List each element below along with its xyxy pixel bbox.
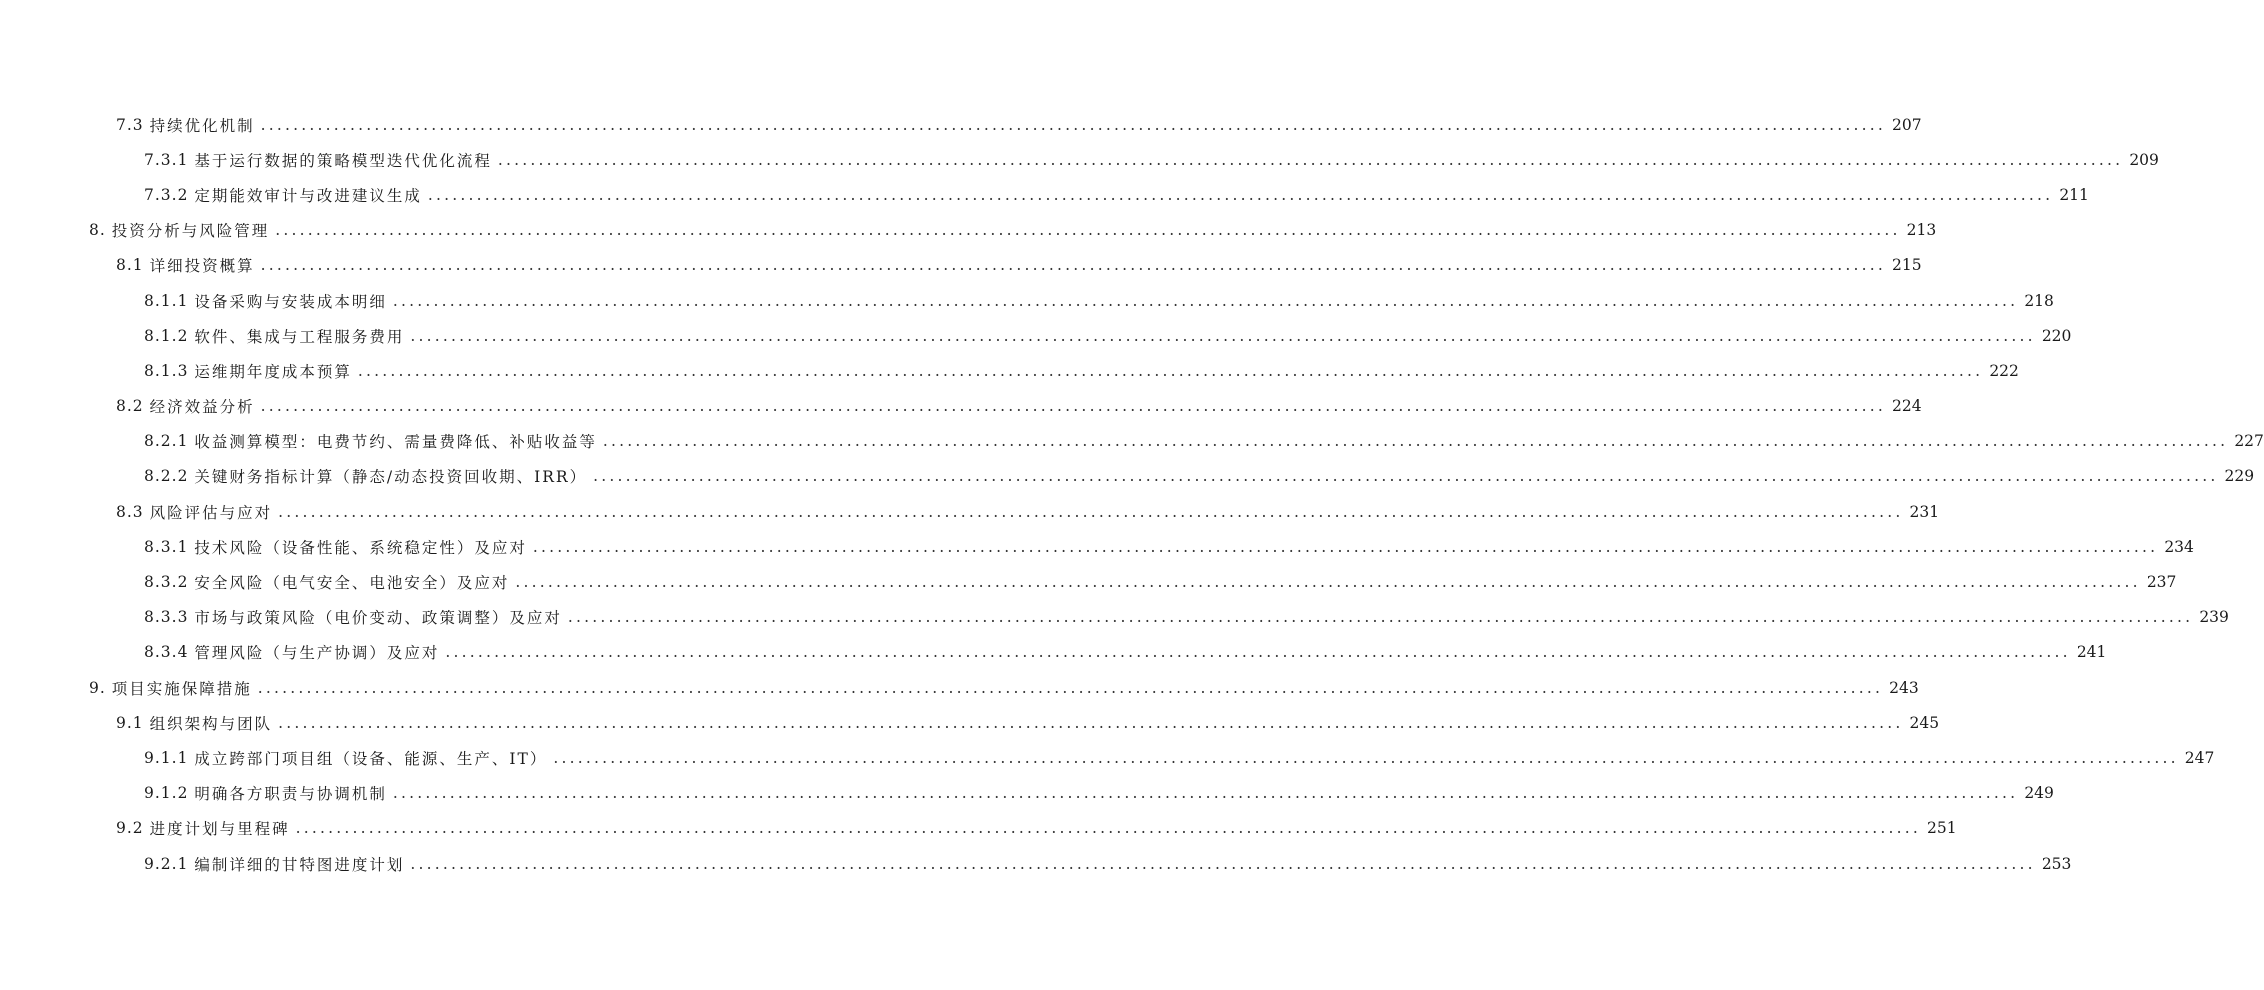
- toc-entry-number: 7.3.2: [144, 185, 189, 204]
- toc-entry-page-number: 224: [1892, 397, 1922, 416]
- toc-entry-number: 8.3: [116, 502, 144, 521]
- toc-entry-number: 9.2.1: [144, 854, 189, 873]
- toc-entry-page-number: 229: [2224, 467, 2255, 486]
- toc-entry-page-number: 209: [2129, 150, 2159, 169]
- toc-entry-number: 9.2: [116, 819, 144, 838]
- toc-entry-page-number: 234: [2164, 537, 2194, 556]
- toc-entry-page-number: 253: [2041, 854, 2072, 873]
- toc-leader-dots: ........................................................................................................................................................................................................: [427, 185, 2054, 204]
- toc-leader-dots: ........................................................................................................................................................................................................: [357, 361, 1984, 380]
- toc-entry-page-number: 227: [2234, 432, 2264, 451]
- toc-leader-dots: ........................................................................................................................................................................................................: [295, 819, 1922, 838]
- toc-entry-title: 管理风险（与生产协调）及应对: [194, 644, 440, 663]
- toc-entry-page-number: 207: [1892, 115, 1922, 134]
- toc-entry-page-number: 211: [2059, 185, 2089, 204]
- toc-entry-title: 编制详细的甘特图进度计划: [194, 855, 405, 874]
- toc-entry-title: 经济效益分析: [149, 398, 255, 417]
- toc-entry-title: 软件、集成与工程服务费用: [194, 327, 405, 346]
- toc-entry-page-number: 241: [2076, 643, 2107, 662]
- toc-entry[interactable]: [0, 494, 1940, 529]
- toc-entry-page-number: 215: [1892, 256, 1922, 275]
- toc-entry[interactable]: [0, 670, 1919, 705]
- toc-leader-dots: ........................................................................................................................................................................................................: [532, 537, 2159, 556]
- toc-entry-page-number: 249: [2024, 784, 2054, 803]
- toc-entry-title: 收益测算模型：电费节约、需量费降低、补贴收益等: [194, 433, 597, 452]
- toc-entry-page-number: 245: [1909, 713, 1940, 732]
- toc-leader-dots: ........................................................................................................................................................................................................: [278, 502, 1904, 521]
- toc-entry-page-number: 239: [2199, 608, 2229, 627]
- toc-leader-dots: ........................................................................................................................................................................................................: [392, 291, 2019, 310]
- toc-entry[interactable]: [0, 283, 2054, 318]
- toc-entry-title: 详细投资概算: [149, 257, 255, 276]
- toc-entry[interactable]: [0, 318, 2072, 353]
- toc-leader-dots: ........................................................................................................................................................................................................: [275, 221, 1901, 240]
- toc-entry-page-number: 220: [2041, 326, 2072, 345]
- toc-entry-title: 成立跨部门项目组（设备、能源、生产、IT）: [194, 749, 548, 768]
- toc-entry-title: 组织架构与团队: [149, 714, 273, 733]
- toc-entry-page-number: 222: [1989, 361, 2019, 380]
- toc-entry-number: 7.3: [116, 115, 144, 134]
- toc-entry[interactable]: [0, 389, 1922, 424]
- toc-leader-dots: ........................................................................................................................................................................................................: [260, 256, 1887, 275]
- toc-entry[interactable]: [0, 107, 1922, 142]
- toc-entry-number: 8.3.2: [144, 573, 189, 592]
- toc-entry[interactable]: [0, 600, 2229, 635]
- toc-entry-title: 投资分析与风险管理: [111, 222, 270, 241]
- toc-entry-number: 8.3.4: [144, 643, 189, 662]
- toc-entry-number: 9.1.2: [144, 784, 189, 803]
- toc-entry[interactable]: [0, 776, 2054, 811]
- toc-entry-number: 8.1.2: [144, 326, 189, 345]
- toc-entry[interactable]: [0, 142, 2159, 177]
- toc-entry-page-number: 251: [1927, 819, 1957, 838]
- toc-entry-title: 风险评估与应对: [149, 503, 273, 522]
- toc-leader-dots: ........................................................................................................................................................................................................: [260, 397, 1887, 416]
- toc-entry-title: 明确各方职责与协调机制: [194, 785, 387, 804]
- toc-entry-number: 8.3.1: [144, 537, 189, 556]
- toc-entry[interactable]: [0, 353, 2019, 388]
- toc-leader-dots: ........................................................................................................................................................................................................: [593, 467, 2219, 486]
- toc-entry[interactable]: [0, 213, 1937, 248]
- toc-entry-number: 8.2: [116, 397, 144, 416]
- toc-entry-number: 9.: [89, 678, 106, 697]
- toc-leader-dots: ........................................................................................................................................................................................................: [278, 713, 1904, 732]
- toc-entry-title: 技术风险（设备性能、系统稳定性）及应对: [194, 538, 527, 557]
- toc-leader-dots: ........................................................................................................................................................................................................: [567, 608, 2194, 627]
- toc-entry-title: 项目实施保障措施: [111, 679, 252, 698]
- table-of-contents: [0, 107, 2264, 881]
- toc-leader-dots: ........................................................................................................................................................................................................: [497, 150, 2124, 169]
- toc-entry[interactable]: [0, 459, 2255, 494]
- toc-entry-number: 8.1.1: [144, 291, 189, 310]
- toc-entry[interactable]: [0, 811, 1957, 846]
- toc-entry-number: 8.2.1: [144, 432, 189, 451]
- toc-entry-number: 9.1.1: [144, 748, 189, 767]
- toc-leader-dots: ........................................................................................................................................................................................................: [445, 643, 2071, 662]
- toc-entry-title: 关键财务指标计算（静态/动态投资回收期、IRR）: [194, 468, 588, 487]
- toc-leader-dots: ........................................................................................................................................................................................................: [553, 748, 2179, 767]
- toc-entry-page-number: 218: [2024, 291, 2054, 310]
- toc-entry-number: 8.1: [116, 256, 144, 275]
- toc-entry-page-number: 237: [2146, 573, 2177, 592]
- toc-entry[interactable]: [0, 177, 2089, 212]
- toc-entry-title: 基于运行数据的策略模型迭代优化流程: [194, 151, 492, 170]
- toc-entry-title: 定期能效审计与改进建议生成: [194, 186, 422, 205]
- toc-leader-dots: ........................................................................................................................................................................................................: [602, 432, 2229, 451]
- toc-entry[interactable]: [0, 564, 2177, 599]
- toc-entry-page-number: 243: [1889, 678, 1919, 697]
- toc-entry[interactable]: [0, 529, 2194, 564]
- toc-entry[interactable]: [0, 846, 2072, 881]
- toc-entry-title: 安全风险（电气安全、电池安全）及应对: [194, 574, 510, 593]
- toc-entry-page-number: 231: [1909, 502, 1940, 521]
- toc-entry[interactable]: [0, 424, 2264, 459]
- toc-entry-title: 市场与政策风险（电价变动、政策调整）及应对: [194, 609, 562, 628]
- toc-leader-dots: ........................................................................................................................................................................................................: [515, 573, 2141, 592]
- toc-entry-page-number: 213: [1906, 221, 1937, 240]
- toc-entry-title: 进度计划与里程碑: [149, 820, 290, 839]
- toc-entry[interactable]: [0, 740, 2215, 775]
- toc-leader-dots: ........................................................................................................................................................................................................: [410, 326, 2036, 345]
- toc-entry-number: 9.1: [116, 713, 144, 732]
- toc-entry[interactable]: [0, 248, 1922, 283]
- toc-entry-number: 8.2.2: [144, 467, 189, 486]
- toc-entry-number: 8.: [89, 221, 106, 240]
- toc-leader-dots: ........................................................................................................................................................................................................: [260, 115, 1887, 134]
- toc-leader-dots: ........................................................................................................................................................................................................: [392, 784, 2019, 803]
- toc-entry-number: 7.3.1: [144, 150, 189, 169]
- toc-entry-number: 8.1.3: [144, 361, 189, 380]
- toc-entry[interactable]: [0, 705, 1940, 740]
- toc-entry-page-number: 247: [2184, 748, 2215, 767]
- toc-entry-title: 持续优化机制: [149, 116, 255, 135]
- toc-leader-dots: ........................................................................................................................................................................................................: [257, 678, 1884, 697]
- toc-entry-number: 8.3.3: [144, 608, 189, 627]
- toc-entry[interactable]: [0, 635, 2107, 670]
- toc-leader-dots: ........................................................................................................................................................................................................: [410, 854, 2036, 873]
- toc-entry-title: 运维期年度成本预算: [194, 362, 352, 381]
- toc-entry-title: 设备采购与安装成本明细: [194, 292, 387, 311]
